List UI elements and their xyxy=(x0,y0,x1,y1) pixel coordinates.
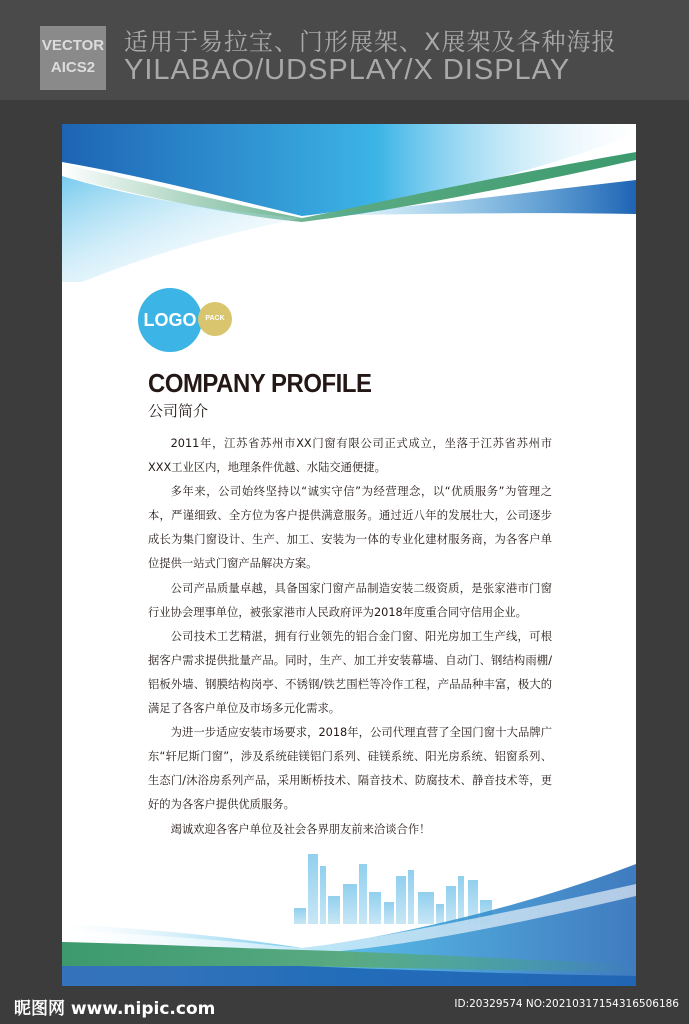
profile-paragraph: 竭诚欢迎各客户单位及社会各界朋友前来洽谈合作！ xyxy=(170,822,431,836)
profile-paragraph: 多年来，公司始终坚持以“诚实守信”为经营理念，以“优质服务”为管理之本，严谨细致、全方位为客户提供满意服务。通过近八年的发展壮大，公司逐步成长为集门窗设计、生产、加工、安装为一体的专业化建材服务商，为各客户单位提供一站式门窗产品解决方案。 xyxy=(148,485,552,571)
profile-paragraph: 公司技术工艺精湛，拥有行业领先的铝合金门窗、阳光房加工生产线，可根据客户需求提供批量产品。同时，生产、加工并安装幕墙、自动门、钢结构雨棚/铝板外墙、钢膜结构岗亭、不锈钢/铁艺围栏等冷作工程，产品品种丰富，极大的满足了各客户单位及市场多元化需求。 xyxy=(148,629,552,716)
company-profile-title: COMPANY PROFILE xyxy=(148,368,372,398)
image-id: ID:20329574 NO:20210317154316506186 xyxy=(454,998,679,1010)
footer-bar xyxy=(0,986,689,1024)
logo-pack-badge: PACK xyxy=(198,302,232,336)
site-logo: 昵图网 www.nipic.com xyxy=(14,999,216,1019)
logo: LOGO xyxy=(138,288,202,352)
header-title-cn: 适用于易拉宝、门形展架、X展架及各种海报 xyxy=(124,28,617,56)
profile-paragraph: 为进一步适应安装市场要求，2018年，公司代理直营了全国门窗十大品牌广东“轩尼斯门窗”，涉及系统硅镁铝门系列、硅镁系统、阳光房系统、铝窗系列、生态门/沐浴房系列产品，采用断桥技术、隔音技术、防腐技术、静音技术等，更好的为各客户提供优质服务。 xyxy=(148,726,552,812)
header-title-en: YILABAO/UDSPLAY/X DISPLAY xyxy=(124,54,571,86)
profile-body xyxy=(148,432,552,842)
profile-paragraph: 2011年，江苏省苏州市XX门窗有限公司正式成立，坐落于江苏省苏州市XXX工业区内，地理条件优越、水陆交通便捷。 xyxy=(148,437,552,475)
badge-line-1: VECTOR xyxy=(41,37,105,54)
badge-line-2: AICS2 xyxy=(50,59,96,76)
company-profile-subtitle: 公司简介 xyxy=(148,402,209,420)
vector-badge xyxy=(40,26,106,90)
city-skyline xyxy=(294,854,492,924)
profile-paragraph: 公司产品质量卓越，具备国家门窗产品制造安装二级资质，是张家港市门窗行业协会理事单位，被张家港市人民政府评为2018年度重合同守信用企业。 xyxy=(148,581,552,619)
top-banner xyxy=(0,0,689,100)
poster xyxy=(62,124,636,986)
